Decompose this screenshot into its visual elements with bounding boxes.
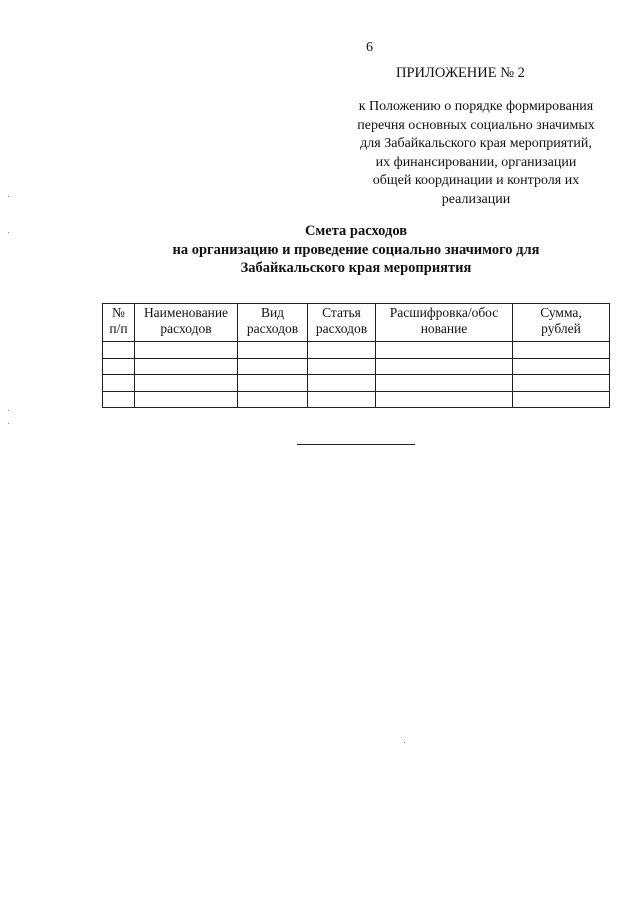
title-line: Смета расходов	[304, 223, 408, 239]
table-cell	[308, 375, 376, 392]
table-cell	[238, 358, 308, 375]
subtitle-line: для Забайкальского края мероприятий,	[360, 136, 592, 151]
title-line: Забайкальского края мероприятия	[240, 260, 472, 276]
subtitle-line: перечня основных социально значимых	[357, 117, 595, 133]
table-body	[103, 342, 610, 408]
cost-estimate-table	[102, 303, 610, 408]
table-cell	[513, 342, 610, 359]
table-cell	[135, 358, 238, 375]
table-cell	[513, 358, 610, 375]
column-header-number	[103, 304, 135, 342]
table-cell	[513, 375, 610, 392]
table-row	[103, 342, 610, 359]
column-header-expense-type	[238, 304, 308, 342]
header-line: Наименование	[143, 305, 229, 320]
header-line: расходов	[160, 321, 212, 336]
closing-divider-line	[297, 444, 415, 445]
table-cell	[376, 342, 513, 359]
header-line: Сумма,	[540, 305, 582, 320]
table-cell	[103, 358, 135, 375]
table-row	[103, 391, 610, 408]
table-cell	[238, 375, 308, 392]
table-cell	[135, 391, 238, 408]
table-cell	[376, 358, 513, 375]
column-header-justification	[376, 304, 513, 342]
table-header-row	[103, 304, 610, 342]
column-header-expense-item	[308, 304, 376, 342]
scan-speck	[8, 423, 9, 424]
scan-speck	[8, 232, 9, 233]
subtitle-line: реализации	[441, 191, 511, 207]
header-line: расходов	[315, 321, 368, 336]
column-header-amount	[513, 304, 610, 342]
scan-speck	[8, 410, 9, 411]
header-line: п/п	[109, 321, 128, 336]
table-row	[103, 358, 610, 375]
subtitle-line: их финансировании, организации	[375, 154, 577, 170]
table-cell	[238, 342, 308, 359]
document-title	[100, 222, 612, 278]
table-cell	[308, 358, 376, 375]
table-cell	[103, 342, 135, 359]
table-cell	[376, 391, 513, 408]
table-cell	[103, 391, 135, 408]
header-line: рублей	[541, 321, 581, 336]
appendix-subtitle	[326, 98, 626, 209]
header-line: расходов	[246, 321, 299, 336]
table-cell	[135, 342, 238, 359]
scan-speck	[404, 742, 405, 743]
subtitle-line: общей координации и контроля их	[372, 173, 580, 188]
scan-speck	[8, 196, 9, 197]
header-line: нование	[420, 321, 468, 336]
table-cell	[103, 375, 135, 392]
subtitle-line: к Положению о порядке формирования	[358, 99, 594, 114]
table-cell	[308, 391, 376, 408]
table-row	[103, 375, 610, 392]
header-line: Статья	[322, 305, 361, 320]
header-line: Расшифровка/обос	[389, 305, 499, 320]
table-cell	[308, 342, 376, 359]
header-line: Вид	[260, 305, 285, 320]
table-cell	[135, 375, 238, 392]
title-line: на организацию и проведение социально значимого для	[172, 241, 540, 258]
column-header-expense-name	[135, 304, 238, 342]
appendix-heading: ПРИЛОЖЕНИЕ № 2	[396, 65, 525, 81]
page-number: 6	[366, 40, 373, 55]
table-cell	[376, 375, 513, 392]
header-line: №	[112, 305, 125, 320]
table-cell	[238, 391, 308, 408]
table-cell	[513, 391, 610, 408]
